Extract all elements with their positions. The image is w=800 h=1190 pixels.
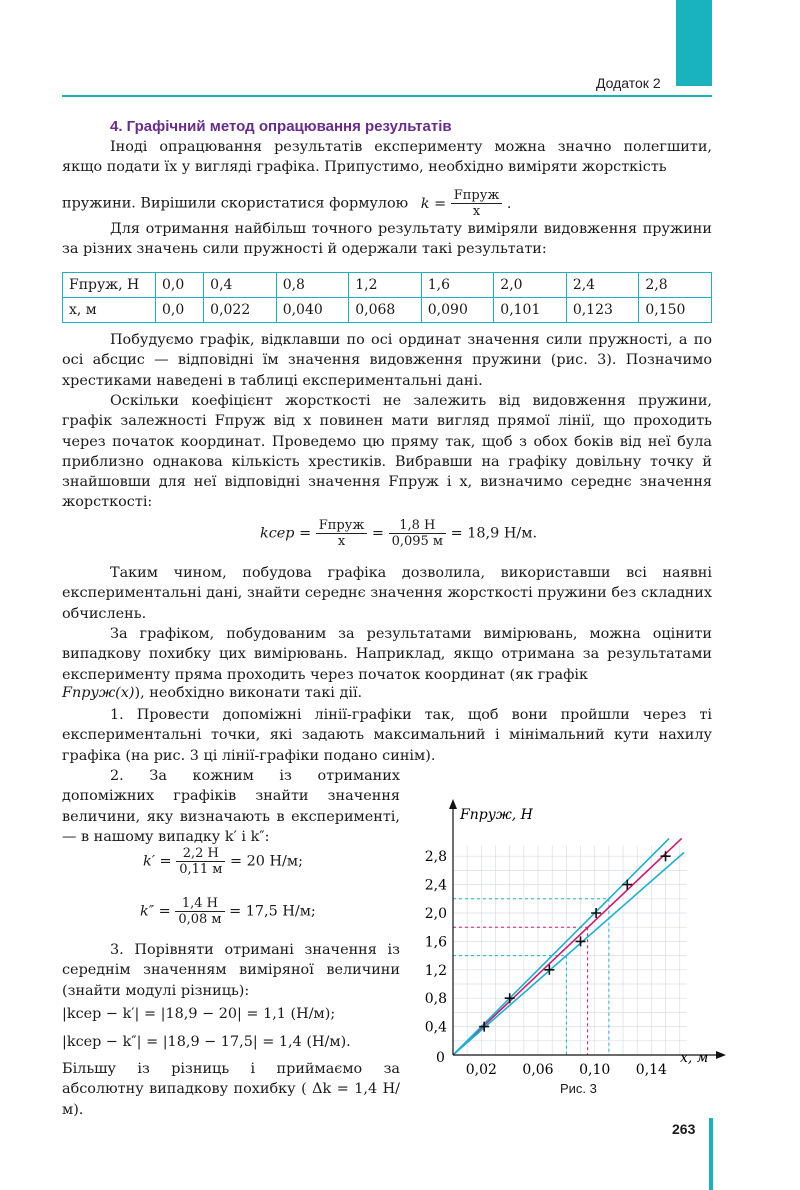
k-def-den: x xyxy=(472,204,481,219)
fpruzh-line xyxy=(62,685,362,701)
page-number: 263 xyxy=(672,1121,696,1137)
formula-kser: kсер = $\frac{\text{Fпруж}}{x}$ = $\frac{1,8 Н}{0,095 м}$ = 18,9 Н/м. xyxy=(260,518,538,549)
x-axis-arrow xyxy=(716,1051,726,1059)
intro-line-text: пружини. Вирішили скористатися формулою xyxy=(62,195,409,212)
table-cell: 0,123 xyxy=(566,298,639,323)
y-tick-label: 1,2 xyxy=(424,962,447,979)
origin-label: 0 xyxy=(436,1050,445,1066)
paragraph-final: Більшу із різниць і приймаємо за абсолютну випадкову похибку ( Δk = 1,4 Н/м). xyxy=(62,1061,400,1118)
table-cell: 0,8 xyxy=(276,273,349,298)
x-axis-label: x, м xyxy=(680,1050,709,1066)
figure-caption: Рис. 3 xyxy=(560,1081,597,1096)
kser-result: = 18,9 Н/м. xyxy=(450,525,538,542)
table-cell: 0,068 xyxy=(349,298,422,323)
paragraph-step3: 3. Порівняти отримані значення із середнім значенням виміряної величини (знайти модулі різниць): xyxy=(62,942,400,999)
table-cell: 0,022 xyxy=(204,298,277,323)
y-axis-label: Fпруж, Н xyxy=(460,807,533,823)
x-tick-label: 0,14 xyxy=(635,1062,667,1078)
k2-fraction xyxy=(175,896,224,927)
paragraph-conclusion: Таким чином, побудова графіка дозволила, використавши всі наявні експериментальні дані, знайти середнє значення жорсткості пружини без складних обчислень. xyxy=(62,565,712,622)
fit-line xyxy=(453,838,669,1055)
kser-fraction-1 xyxy=(316,518,368,549)
x-tick-label: 0,10 xyxy=(579,1062,611,1078)
k2-num: 1,4 Н xyxy=(175,896,224,912)
data-point xyxy=(661,851,671,861)
error-line-end: ), необхідно виконати такі дії. xyxy=(134,685,363,701)
fit-line xyxy=(453,838,682,1055)
section-title: 4. Графічний метод опрацювання результатів xyxy=(110,118,452,135)
header-rule xyxy=(62,95,712,97)
paragraph-step1: 1. Провести допоміжні лінії-графіки так, щоб вони пройшли через ті експериментальні точки, які задають максимальний і мінімальний кути нахилу графіка (на рис. 3 ці лінії-графіки подано синім). xyxy=(62,707,712,764)
y-tick-label: 2,8 xyxy=(424,849,447,866)
fpruzh-x: Fпруж(x) xyxy=(62,685,135,701)
k1-fraction xyxy=(176,846,225,877)
k1-den: 0,11 м xyxy=(179,862,223,877)
kser-lhs: kсер = xyxy=(260,525,312,542)
appendix-header: Додаток 2 xyxy=(596,75,661,91)
k2-lhs: k″ = xyxy=(140,903,171,920)
table-row xyxy=(63,273,712,298)
chart-ticks xyxy=(425,849,667,1078)
table-cell: 0,0 xyxy=(156,273,204,298)
footer-rule xyxy=(709,1118,713,1190)
table-row xyxy=(63,298,712,323)
k-def-num: Fпруж xyxy=(451,188,503,204)
table-cell: 1,2 xyxy=(349,273,422,298)
y-tick-label: 0,4 xyxy=(424,1019,447,1036)
paragraph-error: За графіком, побудованим за результатами вимірювань, можна оцінити випадкову похибку цих вимірювань. Наприклад, якщо отримана за результатами експерименту пряма проходить через початок координат (як графік xyxy=(62,626,712,683)
paragraph-measurements: Для отримання найбільш точного результату виміряли видовження пружини за різних значень сили пружності й одержали такі результати: xyxy=(62,221,712,258)
paragraph-intro: Іноді опрацювання результатів експерименту можна значно полегшити, якщо подати їх у вигляді графіка. Припустимо, необхідно виміряти жорсткість xyxy=(62,139,712,176)
data-table xyxy=(62,272,712,323)
y-axis-arrow xyxy=(449,799,457,809)
chart-lines xyxy=(453,838,684,1055)
figure-3-chart xyxy=(420,795,730,1080)
kser-num-2: 1,8 Н xyxy=(389,518,446,534)
k1-result: = 20 Н/м; xyxy=(229,853,303,870)
table-cell: 0,4 xyxy=(204,273,277,298)
k-def-lhs: k = xyxy=(420,195,447,212)
kser-den-1: x xyxy=(337,534,346,549)
data-point xyxy=(622,880,632,890)
table-cell: 1,6 xyxy=(421,273,494,298)
y-tick-label: 2,0 xyxy=(424,906,447,922)
formula-k1 xyxy=(143,846,303,877)
chapter-tab xyxy=(676,0,712,86)
k1-num: 2,2 Н xyxy=(176,846,225,862)
fit-line xyxy=(453,852,684,1055)
table-cell-label: Fпруж, Н xyxy=(63,273,156,298)
kser-fraction-2 xyxy=(389,518,446,549)
kser-num-1: Fпруж xyxy=(316,518,368,534)
formula-diff-1: |kсер − k′| = |18,9 − 20| = 1,1 (Н/м); xyxy=(62,1006,336,1022)
paragraph-line: Оскільки коефіцієнт жорсткості не залежить від видовження пружини, графік залежності Fпруж від x повинен мати вигляд прямої лінії, що проходить через початок координат. Проведемо цю пряму так, щоб з обох боків від неї була приблизно однакова кількість хрестиків. Вибравши на графіку довільну точку й знайшовши для неї відповідні значення Fпруж і x, визначимо середнє значення жорсткості: xyxy=(62,393,712,511)
x-tick-label: 0,06 xyxy=(522,1062,554,1078)
x-tick-label: 0,02 xyxy=(465,1062,497,1078)
table-cell: 0,150 xyxy=(639,298,712,323)
y-tick-label: 2,4 xyxy=(424,877,447,894)
kser-den-2: 0,095 м xyxy=(391,534,444,549)
table-cell: 0,090 xyxy=(421,298,494,323)
table-cell: 2,4 xyxy=(566,273,639,298)
formula-diff-2: |kсер − k″| = |18,9 − 17,5| = 1,4 (Н/м). xyxy=(62,1034,351,1050)
table-cell: 0,040 xyxy=(276,298,349,323)
y-tick-label: 0,8 xyxy=(424,991,447,1008)
paragraph-graph: Побудуємо графік, відклавши по осі ординат значення сили пружності, а по осі абсцис — відповідні їм значення видовження пружини (рис. 3). Позначимо хрестиками наведені в таблиці експериментальні дані. xyxy=(62,332,712,389)
table-cell: 2,8 xyxy=(639,273,712,298)
k2-den: 0,08 м xyxy=(178,912,222,927)
table-cell-label: x, м xyxy=(63,298,156,323)
k2-result: = 17,5 Н/м; xyxy=(229,903,316,920)
table-cell: 0,101 xyxy=(494,298,567,323)
formula-intro-line: пружини. Вирішили скористатися формулою k = $\frac{\text{Fпруж}}{x}$ . xyxy=(62,188,512,219)
k1-lhs: k′ = xyxy=(143,853,172,870)
k-def-fraction xyxy=(451,188,503,219)
paragraph-step2: 2. За кожним із отриманих допоміжних графіків знайти значення величини, яку визначають в експерименті,— в нашому випадку k′ і k″: xyxy=(62,768,400,845)
table-cell: 2,0 xyxy=(494,273,567,298)
formula-k2 xyxy=(140,896,316,927)
y-tick-label: 1,6 xyxy=(424,934,447,951)
table-cell: 0,0 xyxy=(156,298,204,323)
